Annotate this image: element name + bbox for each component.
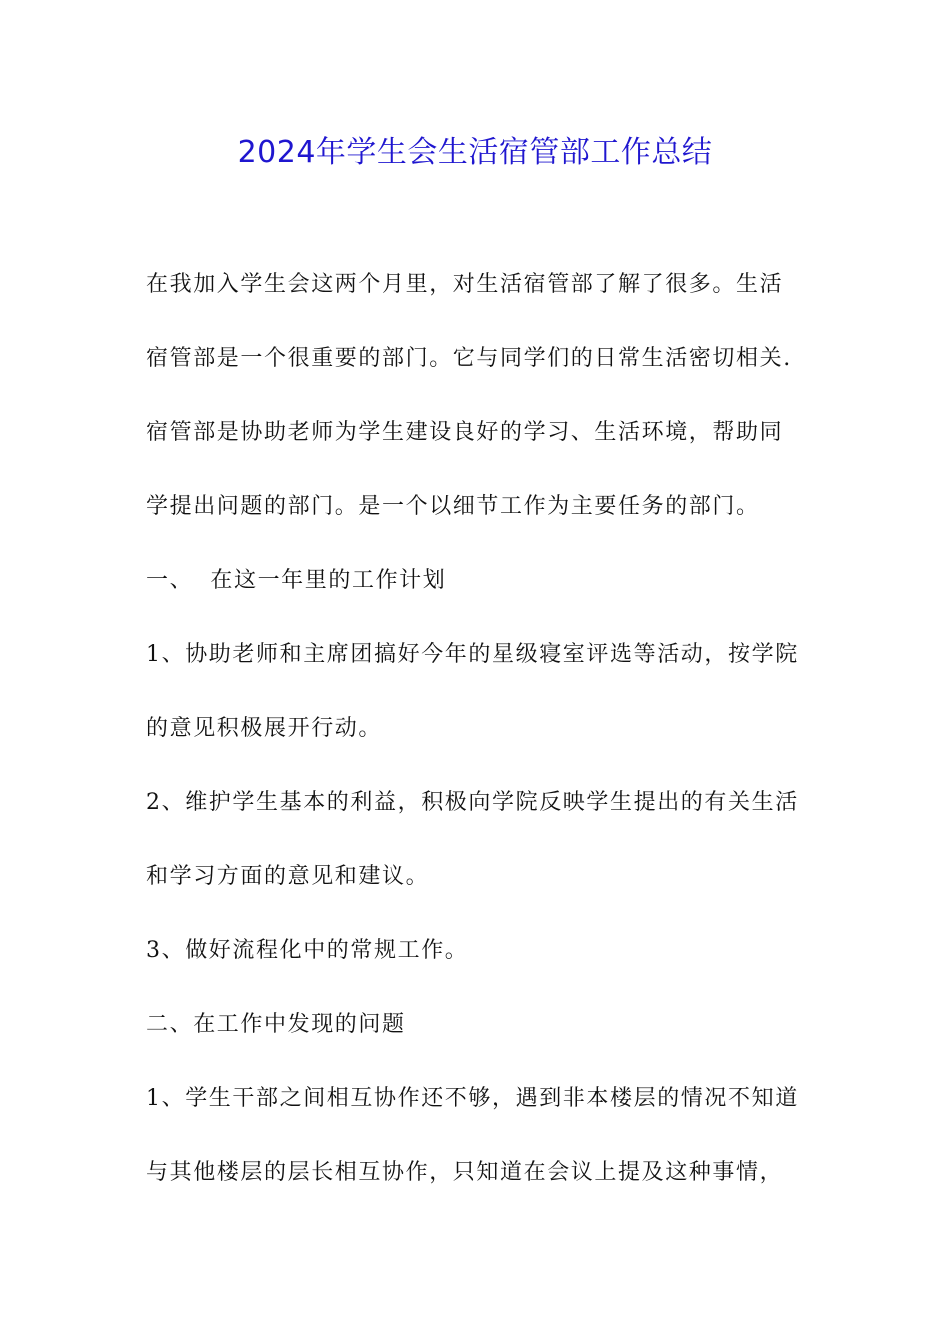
body-line: 与其他楼层的层长相互协作，只知道在会议上提及这种事情，: [146, 1160, 784, 1185]
body-line: 学提出问题的部门。是一个以细节工作为主要任务的部门。: [146, 494, 760, 519]
body-line: 2、维护学生基本的利益，积极向学院反映学生提出的有关生活: [146, 790, 799, 815]
document-title: 2024年学生会生活宿管部工作总结: [237, 135, 713, 170]
section-heading-problems: 二、在工作中发现的问题: [146, 1012, 406, 1037]
body-line: 的意见积极展开行动。: [146, 716, 383, 741]
body-line: 在我加入学生会这两个月里，对生活宿管部了解了很多。生活: [146, 272, 784, 297]
body-line: 宿管部是协助老师为学生建设良好的学习、生活环境，帮助同: [146, 420, 784, 445]
body-line: 和学习方面的意见和建议。: [146, 864, 430, 889]
body-line: 宿管部是一个很重要的部门。它与同学们的日常生活密切相关.: [146, 346, 792, 371]
section-heading-work-plan: 一、 在这一年里的工作计划: [146, 568, 447, 593]
body-line: 1、学生干部之间相互协作还不够，遇到非本楼层的情况不知道: [146, 1086, 799, 1111]
body-line: 1、协助老师和主席团搞好今年的星级寝室评选等活动，按学院: [146, 642, 799, 667]
document-body: [146, 255, 810, 1217]
body-line: 3、做好流程化中的常规工作。: [146, 938, 469, 963]
